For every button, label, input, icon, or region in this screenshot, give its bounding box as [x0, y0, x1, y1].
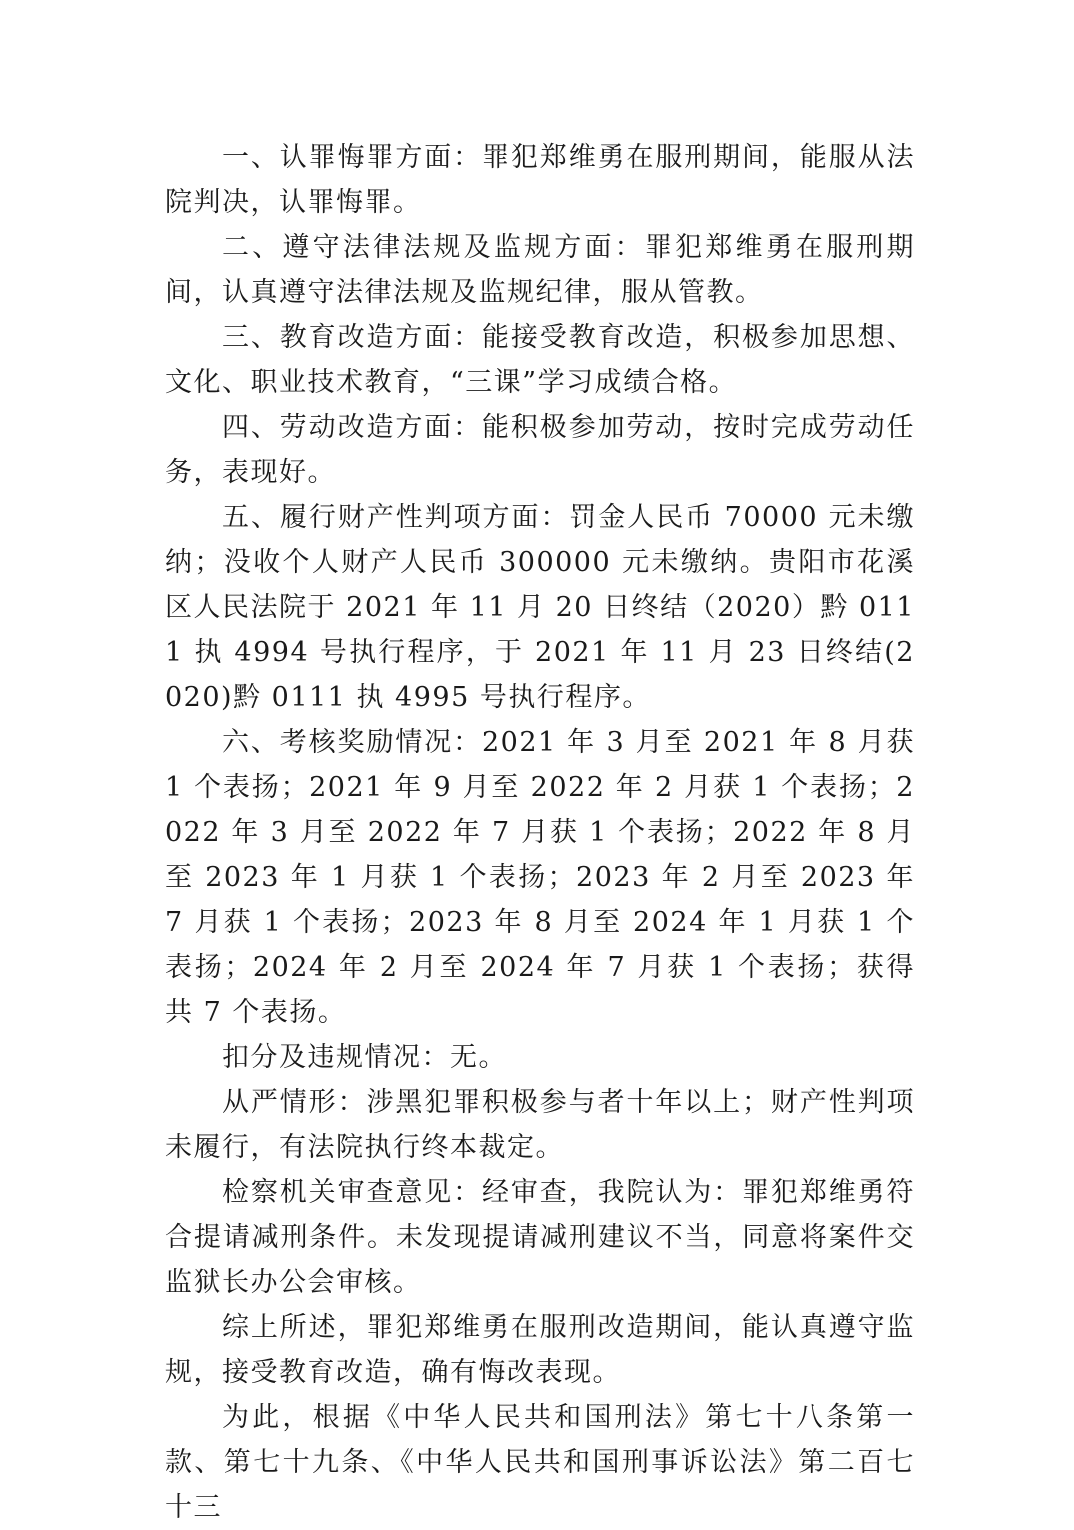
- paragraph-procuratorate-opinion: 检察机关审查意见：经审查，我院认为：罪犯郑维勇符合提请减刑条件。未发现提请减刑建议不当，同意将案件交监狱长办公会审核。: [165, 1177, 915, 1298]
- paragraph-summary: 综上所述，罪犯郑维勇在服刑改造期间，能认真遵守监规，接受教育改造，确有悔改表现。: [165, 1312, 915, 1388]
- paragraph-plea-repentance: 一、认罪悔罪方面：罪犯郑维勇在服刑期间，能服从法院判决，认罪悔罪。: [165, 142, 915, 218]
- paragraph-violations: 扣分及违规情况：无。: [222, 1042, 507, 1073]
- paragraph-rewards: 六、考核奖励情况：2021 年 3 月至 2021 年 8 月获 1 个表扬；2021 年 9 月至 2022 年 2 月获 1 个表扬；2022 年 3 月至 2022 年 7 月获 1 个表扬；2022 年 8 月至 2023 年 1 月获 1 个表扬；2023 年 2 月至 2023 年 7 月获 1 个表扬；2023 年 8 月至 2024 年 1 月获 1 个表扬；2024 年 2 月至 2024 年 7 月获 1 个表扬；获得共 7 个表扬。: [165, 727, 915, 1028]
- paragraph-strict-circumstances: 从严情形：涉黑犯罪积极参与者十年以上；财产性判项未履行，有法院执行终本裁定。: [165, 1087, 915, 1163]
- paragraph-labor-reform: 四、劳动改造方面：能积极参加劳动，按时完成劳动任务，表现好。: [165, 412, 915, 488]
- paragraph-education-reform: 三、教育改造方面：能接受教育改造，积极参加思想、文化、职业技术教育，“三课”学习成绩合格。: [165, 322, 915, 398]
- paragraph-legal-basis: 为此，根据《中华人民共和国刑法》第七十八条第一款、第七十九条、《中华人民共和国刑事诉讼法》第二百七十三: [165, 1402, 915, 1523]
- document-body: [165, 135, 915, 1530]
- paragraph-law-compliance: 二、遵守法律法规及监规方面：罪犯郑维勇在服刑期间，认真遵守法律法规及监规纪律，服从管教。: [165, 232, 915, 308]
- paragraph-property-judgment: 五、履行财产性判项方面：罚金人民币 70000 元未缴纳；没收个人财产人民币 300000 元未缴纳。贵阳市花溪区人民法院于 2021 年 11 月 20 日终结（2020）黔 0111 执 4994 号执行程序，于 2021 年 11 月 23 日终结(2020)黔 0111 执 4995 号执行程序。: [165, 502, 915, 713]
